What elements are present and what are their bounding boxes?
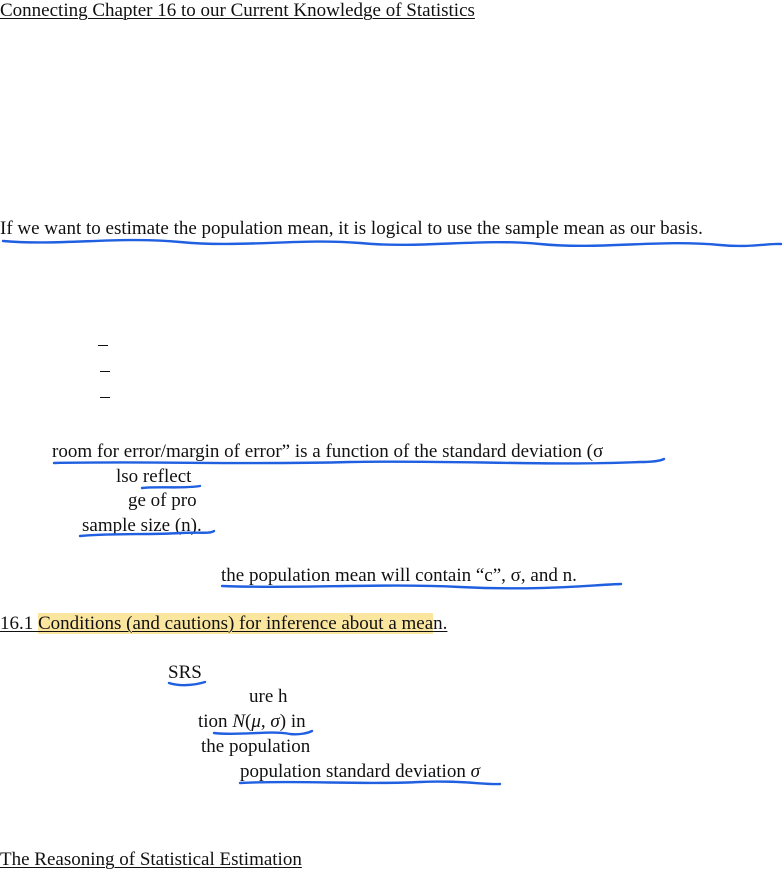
section-16-1-heading xyxy=(0,613,447,635)
ure-fragment-line: ure h xyxy=(249,686,288,707)
dash-bullet-2 xyxy=(100,371,110,372)
ink-underline-estimate xyxy=(3,240,781,246)
range-fragment-line: ge of pro xyxy=(128,490,197,511)
reasoning-heading: The Reasoning of Statistical Estimation xyxy=(0,849,302,870)
distribution-comma: , xyxy=(260,711,271,732)
population-sd-sigma: σ xyxy=(470,761,480,782)
distribution-N: N xyxy=(232,711,245,732)
section-highlighted-text: Conditions (and cautions) for inference about a mea xyxy=(38,613,434,634)
distribution-prefix: tion xyxy=(198,711,233,732)
dash-bullet-3 xyxy=(100,397,110,398)
distribution-line xyxy=(198,711,306,733)
distribution-suffix: in xyxy=(286,711,306,732)
population-sd-text: population standard deviation xyxy=(240,761,471,782)
estimate-sentence: If we want to estimate the population mean, it is logical to use the sample mean as our basis. xyxy=(0,218,703,239)
distribution-close: ) xyxy=(279,711,287,732)
distribution-open: ( xyxy=(245,711,252,732)
chapter-heading: Connecting Chapter 16 to our Current Knowledge of Statistics xyxy=(0,0,475,21)
margin-of-error-line: room for error/margin of error” is a function of the standard deviation (σ xyxy=(52,441,604,462)
distribution-sigma: σ xyxy=(270,711,280,732)
section-number: 16.1 xyxy=(0,613,38,634)
reflect-line: lso reflect xyxy=(116,466,192,487)
contain-line: the population mean will contain “c”, σ, and n. xyxy=(221,565,577,586)
dash-bullet-1 xyxy=(98,345,108,346)
population-sd-line xyxy=(240,761,480,783)
the-population-line: the population xyxy=(201,736,311,757)
section-rest-text: n. xyxy=(433,613,448,634)
distribution-mu: μ xyxy=(251,711,261,732)
sample-size-line: sample size (n). xyxy=(82,515,202,536)
srs-line: SRS xyxy=(168,662,202,683)
